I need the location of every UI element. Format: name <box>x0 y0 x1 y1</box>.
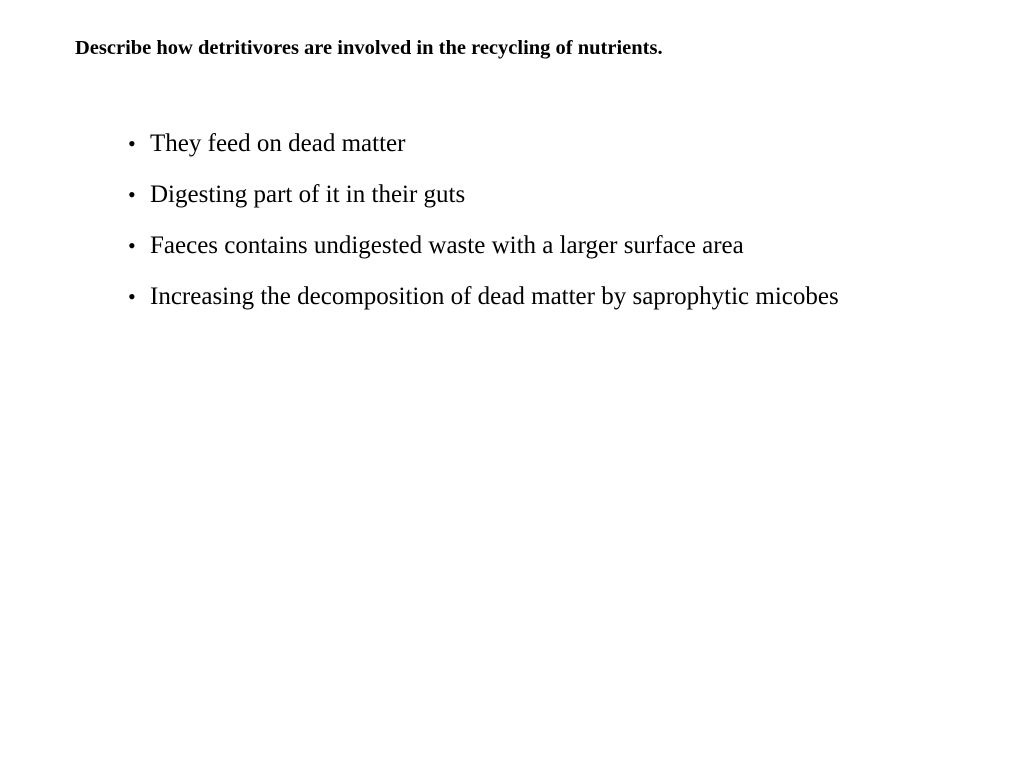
bullet-icon: • <box>128 131 136 156</box>
bullet-icon: • <box>128 182 136 207</box>
list-item <box>128 280 848 314</box>
bullet-icon: • <box>128 284 136 309</box>
list-item <box>128 127 848 161</box>
list-item <box>128 178 848 212</box>
answer-text: They feed on dead matter <box>150 130 406 157</box>
question-heading: Describe how detritivores are involved in the recycling of nutrients. <box>75 37 663 59</box>
answer-text: Increasing the decomposition of dead matter by saprophytic micobes <box>150 283 839 310</box>
answer-text: Faeces contains undigested waste with a larger surface area <box>150 232 744 259</box>
bullet-icon: • <box>128 233 136 258</box>
answer-list <box>128 127 848 331</box>
list-item <box>128 229 848 263</box>
answer-text: Digesting part of it in their guts <box>150 181 466 208</box>
